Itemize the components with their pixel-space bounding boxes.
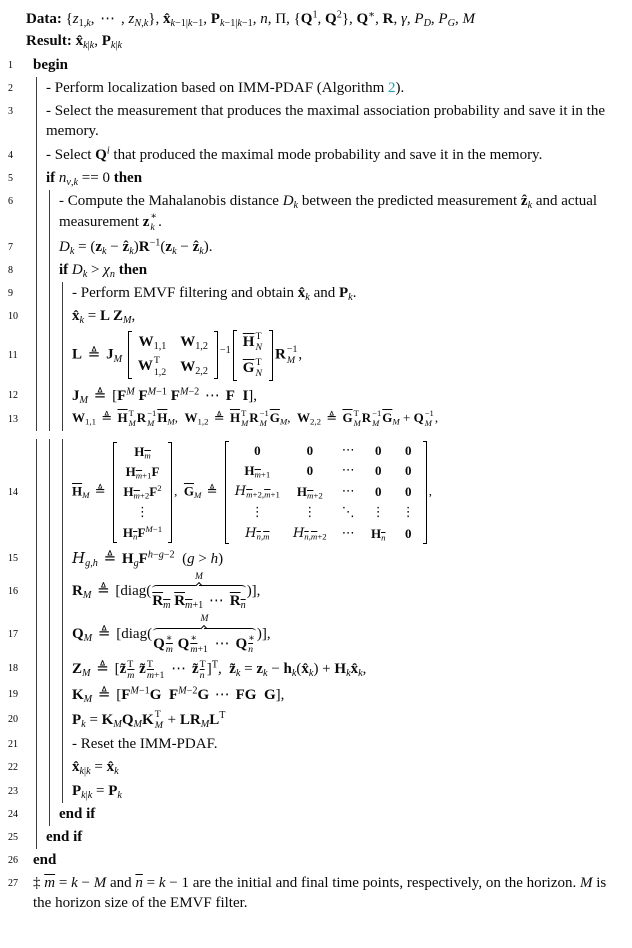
block-rule [39,384,52,408]
block-rule [39,657,52,683]
block-rule [26,547,39,571]
algo-line-7 [8,236,626,259]
block-rule [52,613,65,657]
algo-line-5 [8,167,626,190]
line-content: $x̂_{k|k}$ = $x̂_k$ [72,759,119,778]
line-number: 5 [8,172,13,184]
line-number: 15 [8,552,18,564]
block-rule [52,756,65,779]
line-content: $P_k = K_MQ_MK$ T M + $LR_ML^T$ [72,708,226,731]
block-rule [26,826,39,849]
block-rule [26,305,39,328]
result-declaration: Result: $x̂_{k|k}$, $P_{k|k}$ [26,33,122,52]
block-rule [26,236,39,259]
block-rule [52,733,65,756]
line-number: 8 [8,264,13,276]
block-rule [26,683,39,707]
algo-line-21 [8,733,626,756]
algo-line-8 [8,259,626,282]
algo-line-26 [8,849,626,872]
block-rule [39,756,52,779]
line-number: 23 [8,785,18,797]
line-content: $x̂_k = L$ $Z_M$, [72,307,136,326]
line-number: 14 [8,486,18,498]
block-rule [26,613,39,657]
line-number: 25 [8,831,18,843]
line-content: begin [33,57,69,74]
line-content: end [33,851,57,868]
line-number: 9 [8,287,13,299]
algorithm-header [8,8,626,51]
algo-line-2 [8,77,626,100]
algo-line-23 [8,780,626,803]
block-rule [39,571,52,613]
line-content: - Reset the IMM-PDAF. [72,736,218,753]
block-rule [26,384,39,408]
line-number: 2 [8,83,13,95]
block-rule [39,190,52,236]
line-content: - Perform EMVF filtering and obtain $x̂_k$ and $P_k$. [72,284,357,303]
line-number: 12 [8,389,18,401]
line-number: 10 [8,310,18,322]
line-content: $J_M$ ≜ [$F^M$ $F^{M-1}$ $F^{M-2}$ ⋯ F I], [72,385,258,406]
line-number: 16 [8,585,18,597]
line-content: $D_k = (z_k$ − $ẑ_k)R^{-1}(z_k$ − $ẑ_k$). [59,237,213,257]
algo-line-1 [8,54,626,77]
block-rule [52,547,65,571]
block-rule [26,708,39,734]
line-content: - Select the measurement that produces the maximal association probability and save it in the memory. [46,103,605,140]
algo-line-15 [8,547,626,571]
algo-line-10 [8,305,626,328]
algo-line-11 [8,328,626,384]
block-rule [26,657,39,683]
algo-lines [8,54,626,915]
block-rule [52,305,65,328]
block-rule [39,733,52,756]
block-rule [39,236,52,259]
block-rule [39,708,52,734]
algo-line-19 [8,683,626,707]
line-content: $H_{g,h}$ ≜ $H_gF^{h-g-2}$ (g > h) [72,548,224,569]
block-rule [52,384,65,408]
line-number: 26 [8,854,18,866]
line-number: 7 [8,241,13,253]
line-number: 19 [8,689,18,701]
algo-line-22 [8,756,626,779]
algo-line-13 [8,408,626,431]
block-rule [52,780,65,803]
line-number: 20 [8,713,18,725]
line-number: 22 [8,762,18,774]
line-content: $Z_M$ ≜ [z̃ T $\overline{m}$ z̃ T $\overline{m}+1$ ⋯ z̃ T $\overline{n}$ ]$^T$, $z̃_k = z_k$ − $h_k(x̂_k)$ + $H_kx̂_k$, [72,658,367,682]
block-rule [39,259,52,282]
block-rule [26,100,39,143]
algo-line-12 [8,384,626,408]
block-rule [39,408,52,431]
block-rule [26,780,39,803]
line-number: 17 [8,629,18,641]
line-number: 27 [8,877,18,889]
block-rule [52,708,65,734]
line-number: 21 [8,739,18,751]
block-rule [52,657,65,683]
line-content: $\overline{H}_M$ ≜ $H_{\overline{m}}$ $H_{\overline{m}+1}F$ $H_{\overline{m}+2}F^2$ ⋮ $H_{\overline{n}}F^{M-1}$ , $\overline{G}_M$ ≜ 0 0 ⋯ 0 0 $H_{\overline{m}+1}$ 0 ⋯ 0 0 $H_{\overline{m}+2,\overline{m}+1}$ $H_{\overline{m}+2}$ ⋯ 0 0 ⋮ ⋮ ⋱ ⋮ ⋮ $H_{\overline{n},\overline{m}}$ $H_{\overline{n},\overline{m}+2}$ ⋯ $H_{\overline{n}}$ 0 , [72,442,432,543]
block-rule [26,571,39,613]
block-rule [52,408,65,431]
line-content: $P_{k|k} = P_k$ [72,782,122,801]
block-rule [52,282,65,305]
line-content: if $n_{v,k} == 0$ then [46,169,143,188]
line-content: end if [46,828,83,845]
block-rule [39,547,52,571]
block-rule [39,328,52,384]
line-content: $R_M$ ≜ [diag( M $\overline{R}_{\overline{m}}$ $\overline{R}_{\overline{m}+1}$ ⋯ $\overline{R}_{\overline{n}}$ )], [72,571,261,612]
block-rule [26,328,39,384]
line-number: 3 [8,106,13,118]
line-content: $W_{1,1}$ ≜ $\overline{H}$ T M R −1 M $\overline{H}_M$, $W_{1,2}$ ≜ $\overline{H}$ T M R −1 M $\overline{G}_M$, $W_{2,2}$ ≜ $\overline{G}$ T M R −1 M $\overline{G}_M + Q$ −1 M , [72,407,439,428]
algo-line-25 [8,826,626,849]
block-rule [26,144,39,167]
algorithm-2-link[interactable]: 2 [388,80,396,97]
block-rule [26,733,39,756]
algo-line-20 [8,708,626,734]
line-content: end if [59,805,96,822]
algo-line-17 [8,613,626,657]
line-number: 11 [8,349,18,361]
algo-line-6 [8,190,626,236]
line-number: 13 [8,413,18,425]
line-number: 6 [8,195,13,207]
block-rule [52,683,65,707]
block-rule [52,328,65,384]
algo-line-24 [8,803,626,826]
block-rule [39,683,52,707]
block-rule [26,803,39,826]
algo-line-16 [8,571,626,613]
line-number: 18 [8,663,18,675]
line-content: - Perform localization based on IMM-PDAF (Algorithm 2). [46,80,405,97]
line-number: 1 [8,60,13,72]
block-rule [39,613,52,657]
block-rule [26,408,39,431]
line-content: - Select $Q^i$ that produced the maximal mode probability and save it in the memory. [46,144,543,163]
data-declaration: Data: {$z_{1,k}$, ⋯ , $z_{N,k}$}, $x̂_{k-1|k-1}$, $P_{k-1|k-1}$, n, Π, {$Q^1$, $Q^2$}, Q∗, R, γ, $P_D$, $P_G$, M [26,9,475,30]
block-rule [26,756,39,779]
block-rule [39,780,52,803]
line-content: if $D_k > \chi_n$ then [59,261,148,280]
block-rule [26,439,39,547]
block-rule [26,167,39,190]
line-content: L ≜ $J_M$ $W_{1,1}$ $W_{1,2}$ W T 1,2 $W_{2,2}$ $^{-1}$ $\overline{H}$ T N $\overline{G}$ T N R −1 M , [72,331,303,380]
algo-line-3 [8,100,626,143]
line-content: $Q_M$ ≜ [diag( M Q ∗ $\overline{m}$ Q ∗ $\overline{m}+1$ ⋯ Q ∗ $\overline{n}$ )], [72,614,271,656]
block-rule [39,305,52,328]
block-rule [26,190,39,236]
line-content: $K_M$ ≜ [$F^{M-1}G$ $F^{M-2}G$ ⋯ FG G], [72,685,285,706]
algo-line-18 [8,657,626,683]
block-rule [26,259,39,282]
algo-line-27 [8,872,626,915]
line-content: - Compute the Mahalanobis distance $D_k$ between the predicted measurement $ẑ_k$ and actual measurement z ∗ k . [59,192,598,234]
block-rule [39,282,52,305]
algo-line-14 [8,439,626,547]
line-number: 24 [8,808,18,820]
block-rule [26,77,39,100]
algo-line-9 [8,282,626,305]
block-rule [39,439,52,547]
block-rule [39,803,52,826]
line-number: 4 [8,149,13,161]
block-rule [52,439,65,547]
line-content: ‡ $\overline{m} = k - M$ and $\overline{n} = k - 1$ are the initial and final time points, respectively, on the horizon. M is the horizon size of the EMVF filter. [33,874,607,911]
block-rule [26,282,39,305]
block-rule [52,571,65,613]
algo-line-4 [8,144,626,167]
